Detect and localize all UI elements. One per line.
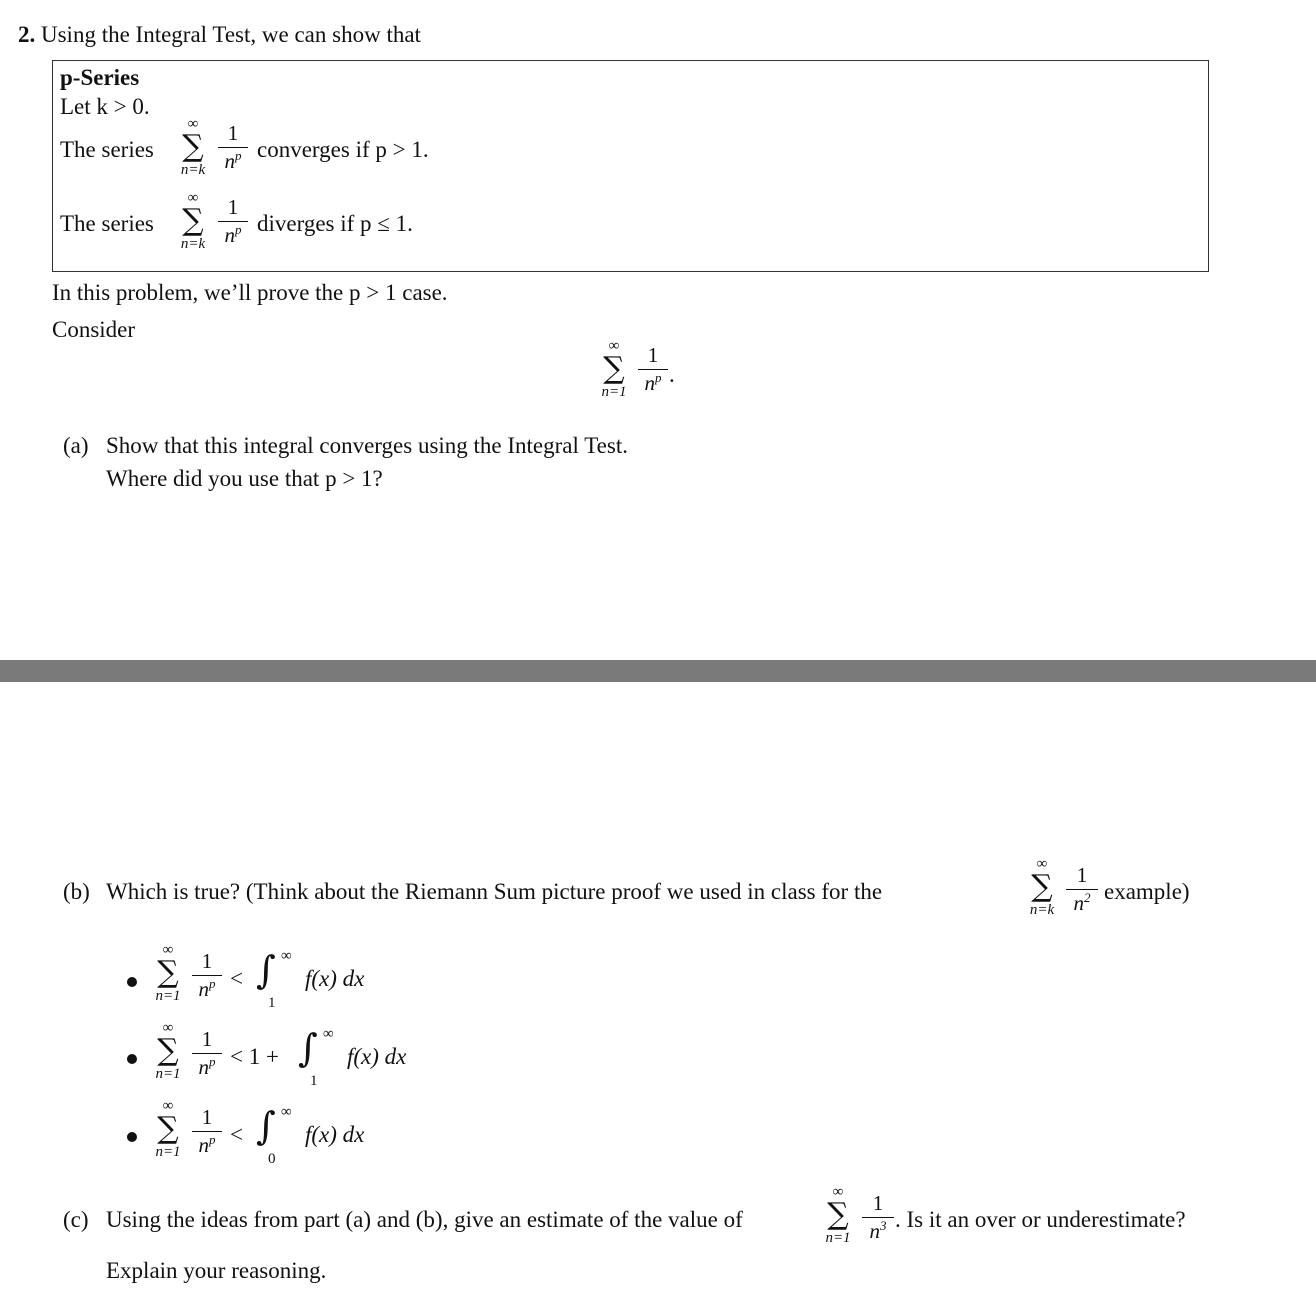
den-exponent: p [209, 976, 216, 991]
pseries-row2-prefix: The series [60, 211, 154, 236]
sigma-icon: ∑ [1031, 869, 1053, 904]
fraction-denominator [218, 222, 248, 246]
den-base: n [224, 223, 235, 247]
part-b-suffix: example) [1104, 879, 1190, 904]
part-a-label: (a) [63, 433, 89, 458]
fraction-numerator: 1 [647, 343, 659, 367]
part-b-label: (b) [63, 879, 90, 904]
bullet-icon [127, 977, 137, 987]
fraction [192, 951, 222, 1000]
fraction [218, 197, 248, 246]
integrand: f(x) dx [347, 1044, 407, 1069]
bullet-icon [127, 1132, 137, 1142]
integral-icon: ∫ [298, 1026, 318, 1070]
display-period: . [669, 362, 675, 387]
integral-icon: ∫ [256, 948, 276, 992]
fraction [192, 1029, 222, 1078]
fraction-numerator: 1 [872, 1191, 884, 1215]
fraction [192, 1107, 222, 1156]
den-exponent: p [209, 1132, 216, 1147]
pseries-title: p-Series [60, 65, 140, 90]
sum-symbol [173, 191, 213, 252]
part-b-text: Which is true? (Think about the Riemann Sum picture proof we used in class for the [106, 879, 883, 904]
sum-upper-limit: ∞ [162, 1020, 174, 1036]
den-exponent: p [235, 148, 242, 163]
part-a-line2: Where did you use that p > 1? [106, 466, 383, 491]
den-base: n [644, 371, 655, 395]
fraction-denominator [1066, 890, 1098, 914]
integral-upper-limit: ∞ [323, 1026, 334, 1042]
part-c-text: Using the ideas from part (a) and (b), give an estimate of the value of [106, 1207, 743, 1232]
fraction-denominator [192, 976, 222, 1000]
fraction-numerator: 1 [201, 949, 213, 973]
fraction-denominator [862, 1218, 894, 1242]
den-base: n [1073, 891, 1084, 915]
fraction-numerator: 1 [1076, 863, 1088, 887]
sum-upper-limit: ∞ [162, 942, 174, 958]
fraction [638, 345, 668, 394]
sum-symbol [148, 1099, 188, 1160]
den-base: n [198, 1133, 209, 1157]
problem-intro: Using the Integral Test, we can show that [41, 22, 421, 47]
den-exponent: p [235, 222, 242, 237]
sum-lower-limit: n=1 [155, 1066, 181, 1082]
den-base: n [198, 977, 209, 1001]
pseries-row2-suffix: diverges if p ≤ 1. [257, 211, 413, 236]
body-line1: In this problem, we’ll prove the p > 1 case. [52, 280, 448, 305]
integral-lower-limit: 1 [268, 995, 276, 1011]
fraction [862, 1193, 894, 1242]
integrand: f(x) dx [305, 1122, 365, 1147]
bullet-icon [127, 1054, 137, 1064]
fraction-numerator: 1 [201, 1105, 213, 1129]
den-base: n [198, 1055, 209, 1079]
fraction-denominator [192, 1054, 222, 1078]
pseries-row1-prefix: The series [60, 137, 154, 162]
problem-number: 2. [18, 22, 36, 47]
sigma-icon: ∑ [603, 351, 625, 386]
sum-upper-limit: ∞ [832, 1184, 844, 1200]
sum-upper-limit: ∞ [1036, 856, 1048, 872]
sum-symbol [1022, 857, 1062, 918]
sum-upper-limit: ∞ [162, 1098, 174, 1114]
body-line2: Consider [52, 317, 136, 342]
sum-lower-limit: n=k [180, 162, 206, 178]
part-c-line2: Explain your reasoning. [106, 1258, 327, 1283]
sum-lower-limit: n=1 [825, 1230, 851, 1246]
sum-upper-limit: ∞ [187, 116, 199, 132]
den-base: n [224, 149, 235, 173]
sum-symbol [148, 943, 188, 1004]
den-base: n [869, 1219, 880, 1243]
sigma-icon: ∑ [157, 1111, 179, 1146]
sum-lower-limit: n=1 [155, 988, 181, 1004]
option-relation: < [230, 966, 243, 991]
sum-upper-limit: ∞ [187, 190, 199, 206]
fraction-denominator [218, 148, 248, 172]
option-relation: < 1 + [230, 1044, 279, 1069]
integral-lower-limit: 1 [310, 1073, 318, 1089]
pseries-row1-suffix: converges if p > 1. [257, 137, 429, 162]
fraction [218, 123, 248, 172]
sigma-icon: ∑ [182, 129, 204, 164]
pseries-let-line: Let k > 0. [60, 94, 150, 119]
sigma-icon: ∑ [182, 203, 204, 238]
fraction [1066, 865, 1098, 914]
sum-lower-limit: n=k [1029, 902, 1055, 918]
den-exponent: 2 [1084, 890, 1091, 905]
problem-header [18, 22, 421, 48]
sum-upper-limit: ∞ [608, 338, 620, 354]
integrand: f(x) dx [305, 966, 365, 991]
sum-symbol [148, 1021, 188, 1082]
fraction-numerator: 1 [227, 195, 239, 219]
sum-lower-limit: n=1 [601, 384, 627, 400]
sum-symbol [173, 117, 213, 178]
part-a-line1: Show that this integral converges using the Integral Test. [106, 433, 628, 458]
integral-upper-limit: ∞ [281, 948, 292, 964]
fraction-numerator: 1 [201, 1027, 213, 1051]
sigma-icon: ∑ [157, 955, 179, 990]
integral-icon: ∫ [256, 1104, 276, 1148]
fraction-denominator [192, 1132, 222, 1156]
integral-upper-limit: ∞ [281, 1104, 292, 1120]
den-exponent: p [655, 370, 662, 385]
integral-lower-limit: 0 [268, 1151, 276, 1167]
part-c-label: (c) [63, 1207, 89, 1232]
sum-lower-limit: n=k [180, 236, 206, 252]
fraction-denominator [638, 370, 668, 394]
part-c-suffix: . Is it an over or underestimate? [895, 1207, 1186, 1232]
sum-lower-limit: n=1 [155, 1144, 181, 1160]
den-exponent: p [209, 1054, 216, 1069]
sum-symbol [818, 1185, 858, 1246]
den-exponent: 3 [880, 1218, 887, 1233]
sum-symbol [594, 339, 634, 400]
option-relation: < [230, 1122, 243, 1147]
fraction-numerator: 1 [227, 121, 239, 145]
page-divider [0, 660, 1316, 682]
sigma-icon: ∑ [827, 1197, 849, 1232]
sigma-icon: ∑ [157, 1033, 179, 1068]
